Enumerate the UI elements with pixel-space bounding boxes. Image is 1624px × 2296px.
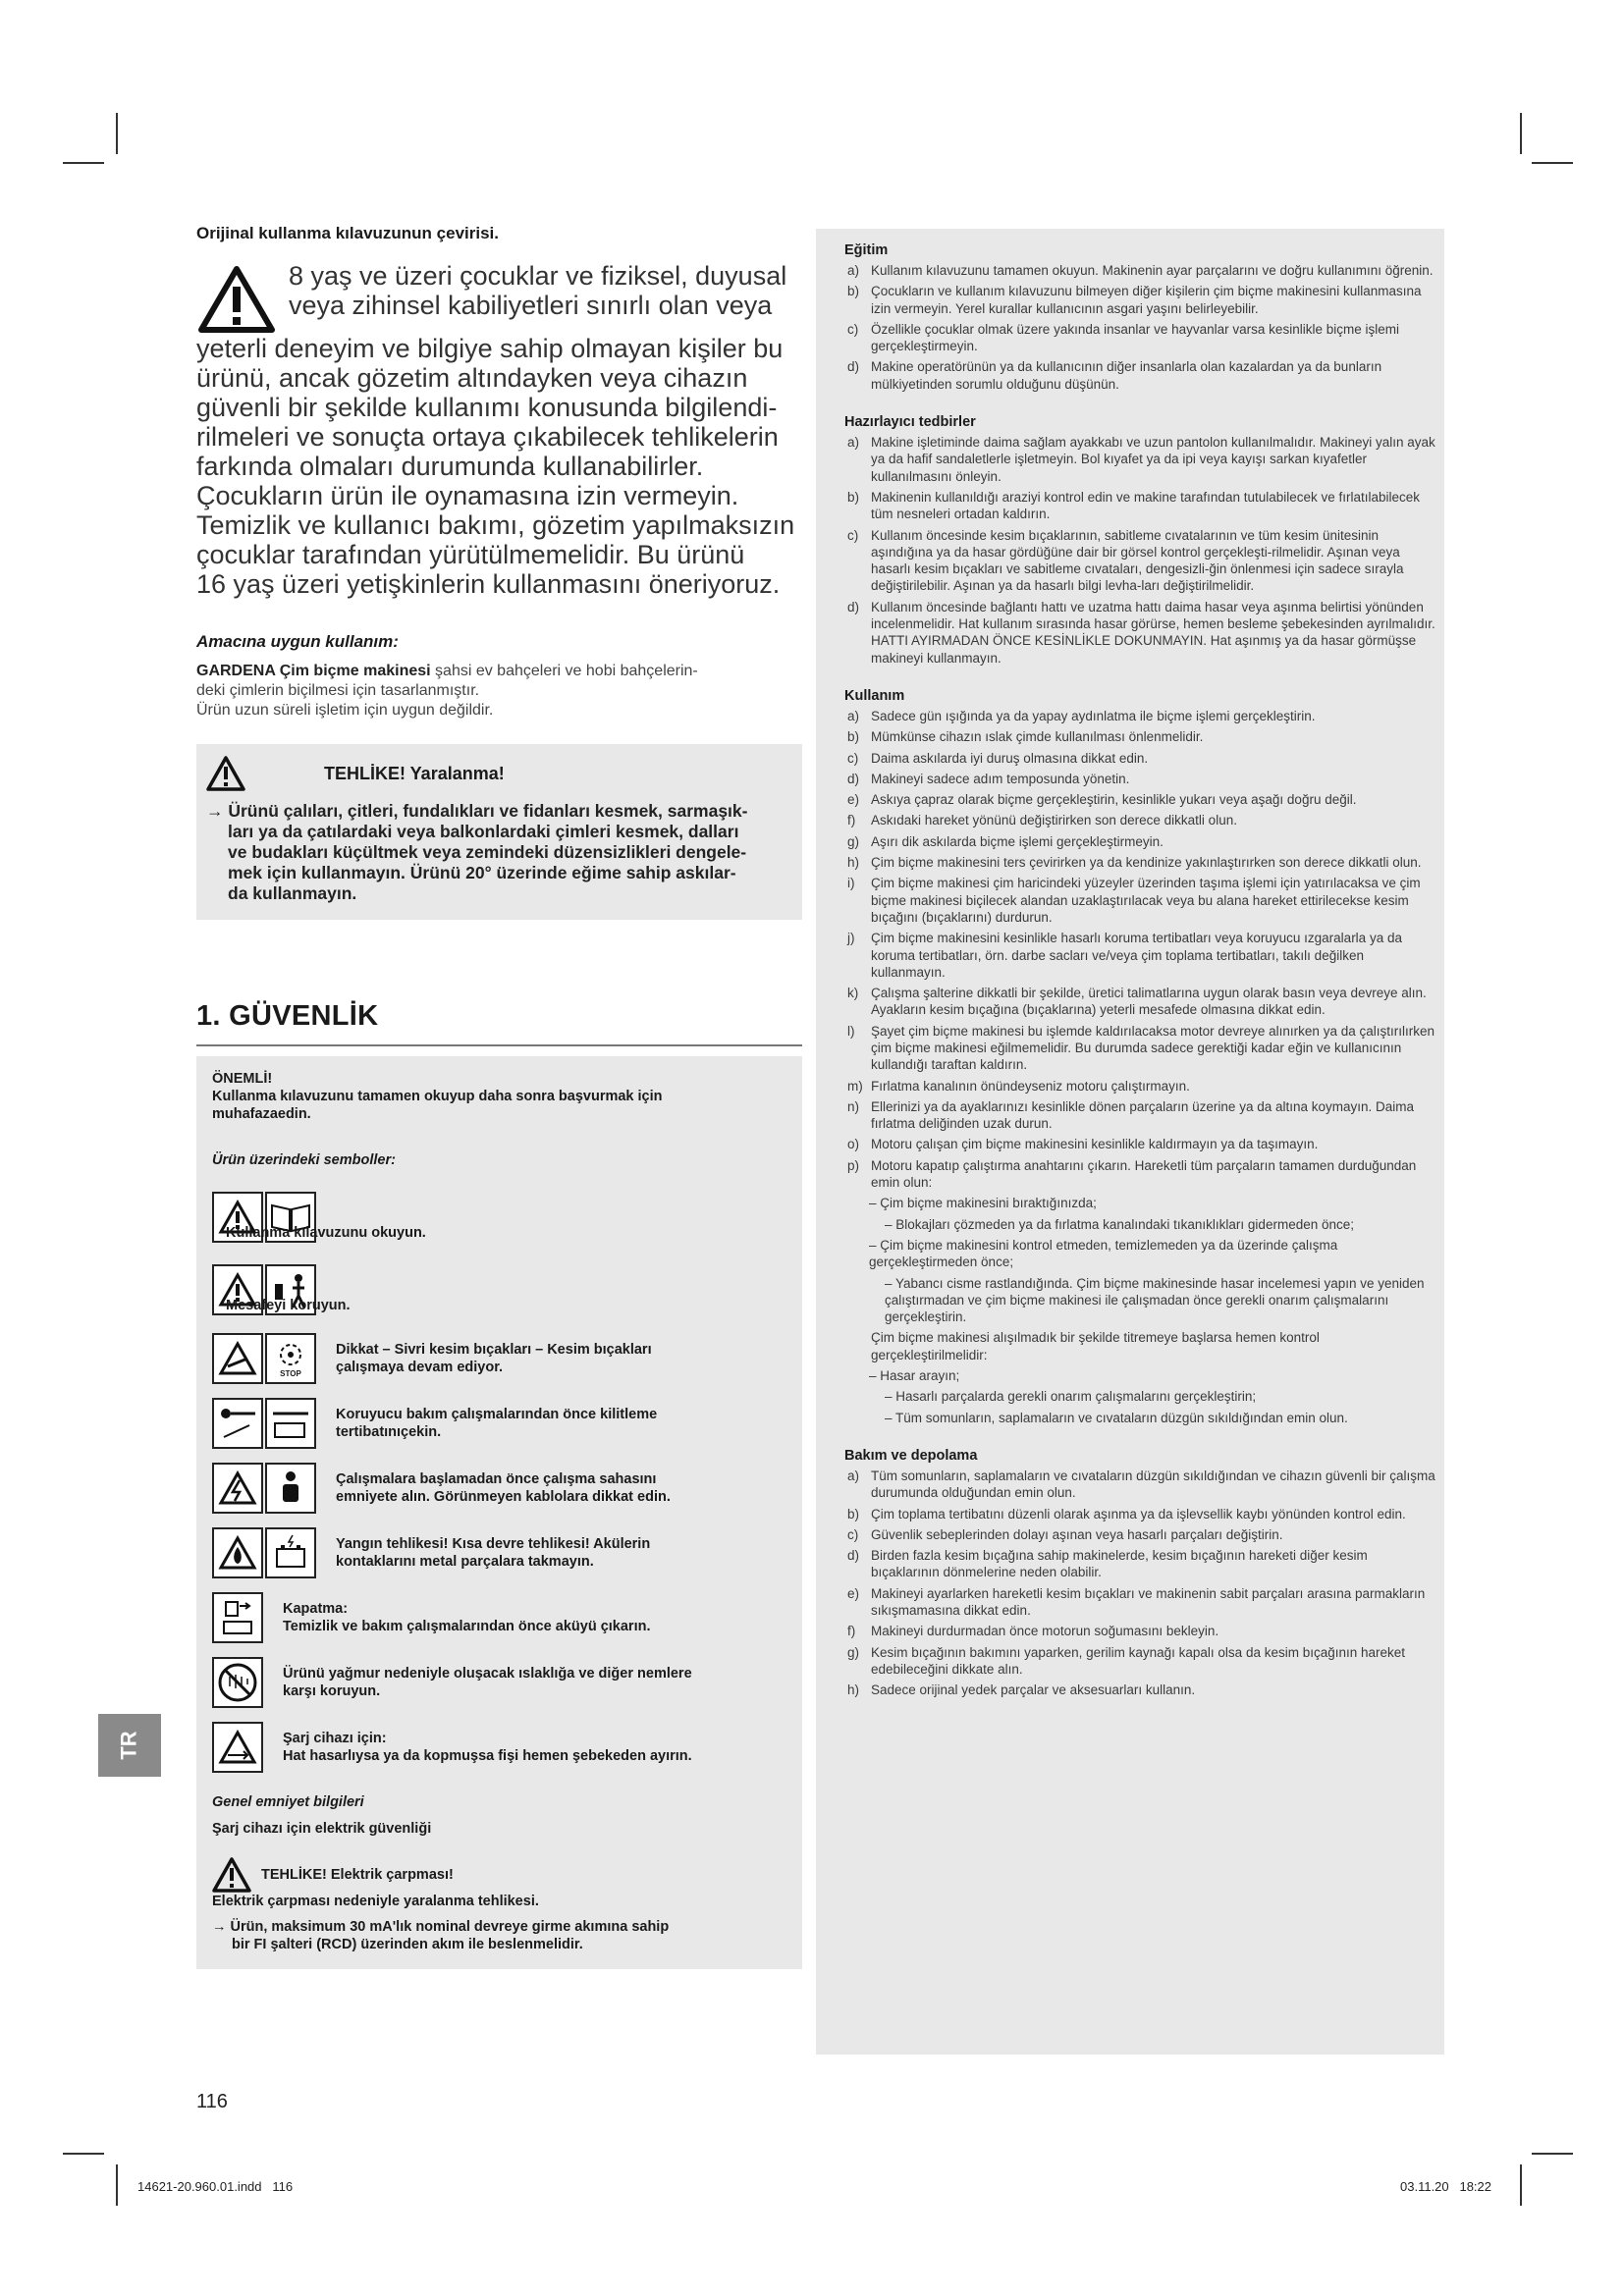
charger-warning-icon bbox=[212, 1722, 263, 1773]
warning-icon bbox=[206, 756, 245, 791]
danger-header bbox=[206, 756, 786, 791]
key-removal-icon bbox=[212, 1398, 263, 1449]
symbol-text-line: tertibatınıçekin. bbox=[336, 1424, 442, 1440]
list-item bbox=[847, 875, 1436, 926]
crop-mark bbox=[63, 162, 104, 164]
symbol-text bbox=[336, 1535, 650, 1571]
warning-line: güvenli bir şekilde kullanımı konusunda bilgilendi- bbox=[196, 393, 778, 422]
intended-use-heading: Amacına uygun kullanım: bbox=[196, 632, 399, 651]
danger-text bbox=[206, 801, 786, 904]
list-item-label: c) bbox=[847, 1526, 859, 1542]
list-item-label: c) bbox=[847, 750, 859, 766]
list-item-text: Çalışma şalterine dikkatli bir şekilde, üretici talimatlarına uygun olarak basın veya devreye alın. Ayakların kesim bıçağına (bıçaklarına) yeterli mesafede olmasına dikkat edin. bbox=[871, 986, 1427, 1018]
list-item bbox=[847, 262, 1436, 279]
no-rain-icon bbox=[212, 1657, 263, 1708]
symbol-text: Kullanma kılavuzunu okuyun. bbox=[226, 1225, 426, 1241]
list-item-label: d) bbox=[847, 771, 860, 786]
list-item-label: k) bbox=[847, 986, 859, 1001]
list-item bbox=[847, 434, 1436, 485]
list-item-text: Özellikle çocuklar olmak üzere yakında insanlar ve hayvanlar varsa kesinlikle biçme işlemi gerçekleştirmeyin. bbox=[871, 321, 1399, 354]
general-safety-heading: Genel emniyet bilgileri bbox=[212, 1794, 364, 1810]
list-item bbox=[847, 283, 1436, 317]
list-item bbox=[847, 489, 1436, 523]
symbol-row bbox=[212, 1398, 786, 1449]
usage-sublist bbox=[847, 1195, 1436, 1426]
list-item-text: Makineyi ayarlarken hareketli kesim bıçakları ve makinenin sabit parçaları arasına parmakların sıkışmamasına dikkat edin. bbox=[871, 1585, 1426, 1618]
list-item-text: Çim biçme makinesini ters çevirirken ya da kendinize yakınlaştırırken son derece dikkatli olun. bbox=[871, 855, 1422, 871]
crop-mark bbox=[1532, 162, 1573, 164]
important-text: Kullanma kılavuzunu tamamen okuyup daha sonra başvurmak için bbox=[212, 1089, 663, 1104]
list-item-label: d) bbox=[847, 359, 860, 375]
list-item-label: a) bbox=[847, 708, 860, 723]
warning-icon bbox=[212, 1857, 251, 1893]
maintenance-list bbox=[847, 1468, 1436, 1699]
symbol-row bbox=[212, 1188, 786, 1247]
page-number: 116 bbox=[196, 2091, 228, 2112]
list-item-text: Motoru kapatıp çalıştırma anahtarını çıkarın. Hareketli tüm parçaların tamamen durduğundan emin olun: bbox=[871, 1157, 1417, 1191]
list-item-label: n) bbox=[847, 1098, 860, 1114]
list-item-label: a) bbox=[847, 435, 860, 451]
list-item: – Hasarlı parçalarda gerekli onarım çalışmalarını gerçekleştirin; bbox=[885, 1389, 1257, 1405]
battery-removal-icon bbox=[212, 1592, 263, 1643]
list-item bbox=[847, 833, 1436, 850]
maintenance-icon bbox=[265, 1398, 316, 1449]
crop-mark bbox=[1520, 2164, 1522, 2206]
symbol-row bbox=[212, 1463, 786, 1514]
list-item-text: Birden fazla kesim bıçağına sahip makinelerde, kesim bıçağının hareketi diğer kesim bıçaklarının dönmelerine neden olabilir. bbox=[871, 1548, 1368, 1580]
intended-use-line: Ürün uzun süreli işletim için uygun değildir. bbox=[196, 702, 494, 719]
list-item-text: Makineyi durdurmadan önce motorun soğumasını bekleyin. bbox=[871, 1624, 1219, 1639]
usage-list bbox=[847, 708, 1436, 1191]
list-item-label: b) bbox=[847, 489, 860, 505]
list-item-text: Sadece gün ışığında ya da yapay aydınlatma ile biçme işlemi gerçekleştirin. bbox=[871, 708, 1316, 723]
symbols-heading: Ürün üzerindeki semboller: bbox=[212, 1152, 396, 1168]
list-item bbox=[847, 1585, 1436, 1620]
symbol-text-line: Dikkat – Sivri kesim bıçakları – Kesim bıçakları bbox=[336, 1342, 652, 1358]
list-item-text: Kullanım öncesinde kesim bıçaklarının, sabitleme cıvatalarının ve tüm kesim ünitesinin aşındığına ya da hasar gördüğüne dair bir görsel kontrol gerçekleşti-rilmelidir. Aşınan veya hasarlı kesim bıçakları ve sabitleme cıvataları, dengesizli-ğin önlenmesi için sadece sırayla değiştirilebilir. Aşınan ya da hasarlı bilgi levha-ları değiştirilmelidir. bbox=[871, 527, 1404, 594]
page-subtitle: Orijinal kullanma kılavuzunun çevirisi. bbox=[196, 224, 499, 242]
list-item-label: b) bbox=[847, 1506, 860, 1522]
warning-line: Temizlik ve kullanıcı bakımı, gözetim yapılmaksızın bbox=[196, 510, 795, 540]
crop-mark bbox=[116, 2164, 118, 2206]
list-item-text: Çim biçme makinesi çim haricindeki yüzeyler üzerinden taşıma işlemi için yatırılacaksa ve çim biçme makinesi biçilecek alandan uzaklaştırılacak veya bu alana hareket ettirilecekse kesim bıçağını (bıçaklarını) durdurun. bbox=[871, 876, 1421, 925]
list-item-text: Kullanım kılavuzunu tamamen okuyun. Makinenin ayar parçalarını ve doğru kullanımını öğrenin. bbox=[871, 263, 1434, 278]
list-item-text: Mümkünse cihazın ıslak çimde kullanılması önlenmelidir. bbox=[871, 729, 1204, 745]
list-item bbox=[847, 930, 1436, 981]
footer-file-info: 14621-20.960.01.indd 116 bbox=[137, 2179, 294, 2194]
electric-danger-header bbox=[212, 1857, 786, 1893]
list-item-label: c) bbox=[847, 321, 859, 337]
warning-icon bbox=[198, 265, 275, 334]
list-item bbox=[847, 527, 1436, 595]
warning-line: ürünü, ancak gözetim altındayken veya cihazın bbox=[196, 363, 748, 393]
warning-line: farkında olmaları durumunda kullanabilirler. bbox=[196, 452, 704, 481]
list-item bbox=[847, 728, 1436, 745]
section-title: 1. GÜVENLİK bbox=[196, 1000, 802, 1046]
children-warning bbox=[196, 261, 802, 599]
usage-heading: Kullanım bbox=[844, 687, 905, 704]
crop-mark bbox=[63, 2153, 104, 2155]
worker-icon bbox=[265, 1463, 316, 1514]
brand-name: GARDENA Çim biçme makinesi bbox=[196, 663, 431, 679]
list-item-text: Makinenin kullanıldığı araziyi kontrol edin ve makine tarafından tutulabilecek ve fırlatılabilecek tüm nesneleri ortadan kaldırın. bbox=[871, 489, 1421, 522]
intended-use-line: deki çimlerin biçilmesi için tasarlanmıştır. bbox=[196, 682, 480, 699]
list-item bbox=[847, 812, 1436, 828]
warning-line: 16 yaş üzeri yetişkinlerin kullanmasını öneriyoruz. bbox=[196, 569, 781, 599]
symbol-row bbox=[212, 1592, 786, 1643]
list-item-text: Motoru çalışan çim biçme makinesini kesinlikle kaldırmayın ya da taşımayın. bbox=[871, 1137, 1319, 1152]
list-item-text: Çocukların ve kullanım kılavuzunu bilmeyen diğer kişilerin çim biçme makinesini kullanmasına izin vermeyin. Yerel kurallar kullanıcının asgari yaşını belirleyebilir. bbox=[871, 284, 1422, 316]
list-item bbox=[847, 750, 1436, 767]
electric-instruction: → Ürün, maksimum 30 mA'lık nominal devreye girme akımına sahip bbox=[212, 1919, 670, 1935]
symbol-text: Mesafeyi koruyun. bbox=[226, 1298, 351, 1313]
list-item: – Yabancı cisme rastlandığında. Çim biçme makinesinde hasar incelemesi yapın ve yeniden çalıştırmadan ve çim biçme makinesi ile çalışmadan önce gerekli onarım çalışmalarını gerçekleştirin. bbox=[885, 1275, 1425, 1325]
list-item-text: Çim biçme makinesini kesinlikle hasarlı koruma tertibatları veya koruyucu ızgaralarla ya da koruma tertibatları, örn. darbe sacları ve/veya çim toplama tertibatları, takılı değilken kullanmayın. bbox=[871, 931, 1402, 980]
electric-safety-heading: Şarj cihazı için elektrik güvenliği bbox=[212, 1821, 432, 1837]
list-item-label: f) bbox=[847, 1624, 856, 1639]
electric-warning-icon bbox=[212, 1463, 263, 1514]
safety-box bbox=[196, 1056, 802, 1969]
list-item-label: h) bbox=[847, 855, 860, 871]
symbol-text-line: Şarj cihazı için: bbox=[283, 1731, 387, 1746]
list-item bbox=[847, 1098, 1436, 1133]
list-item-text: Askıya çapraz olarak biçme gerçekleştirin, kesinlikle yukarı veya aşağı doğru değil. bbox=[871, 792, 1357, 808]
list-item bbox=[847, 1506, 1436, 1522]
symbol-text-line: çalışmaya devam ediyor. bbox=[336, 1360, 504, 1375]
list-item-label: f) bbox=[847, 813, 856, 828]
list-item-label: e) bbox=[847, 792, 860, 808]
list-item-label: l) bbox=[847, 1023, 855, 1039]
list-item-text: Kesim bıçağının bakımını yaparken, gerilim kaynağı kapalı olsa da kesim bıçağının hareket edebileceğini dikkate alın. bbox=[871, 1644, 1406, 1677]
list-item bbox=[847, 1547, 1436, 1581]
list-item bbox=[847, 854, 1436, 871]
list-item-text: Sadece orijinal yedek parçalar ve aksesuarları kullanın. bbox=[871, 1682, 1196, 1698]
list-item-label: d) bbox=[847, 599, 860, 614]
symbol-row bbox=[212, 1722, 786, 1773]
symbol-text-line: Kapatma: bbox=[283, 1601, 349, 1617]
symbol-text-line: Temizlik ve bakım çalışmalarından önce aküyü çıkarın. bbox=[283, 1619, 651, 1634]
warning-line: veya zihinsel kabiliyetleri sınırlı olan veya bbox=[289, 291, 773, 320]
list-item: – Blokajları çözmeden ya da fırlatma kanalındaki tıkanıklıkları gidermeden önce; bbox=[885, 1216, 1354, 1232]
symbol-text bbox=[336, 1341, 652, 1376]
danger-line: mek için kullanmayın. Ürünü 20° üzerinde eğime sahip askılar- bbox=[228, 863, 736, 882]
list-item-label: d) bbox=[847, 1548, 860, 1564]
list-item-label: a) bbox=[847, 263, 860, 278]
list-item-label: a) bbox=[847, 1468, 860, 1483]
warning-line: Çocukların ürün ile oynamasına izin vermeyin. bbox=[196, 481, 739, 510]
warning-line: yeterli deneyim ve bilgiye sahip olmayan kişiler bu bbox=[196, 334, 784, 363]
list-item-text: Çim toplama tertibatını düzenli olarak aşınma ya da işlevsellik kaybı yönünden kontrol edin. bbox=[871, 1506, 1406, 1522]
list-item-label: b) bbox=[847, 729, 860, 745]
list-item bbox=[847, 985, 1436, 1019]
symbol-text bbox=[283, 1600, 650, 1635]
symbol-text-line: Yangın tehlikesi! Kısa devre tehlikesi! Akülerin bbox=[336, 1536, 651, 1552]
footer-date: 03.11.20 18:22 bbox=[1400, 2179, 1492, 2194]
list-item-label: p) bbox=[847, 1157, 860, 1173]
list-item-text: Aşırı dik askılarda biçme işlemi gerçekleştirmeyin. bbox=[871, 833, 1164, 849]
danger-line: ve budakları küçültmek veya zemindeki düzensizlikleri dengele- bbox=[228, 842, 747, 862]
symbol-row bbox=[212, 1527, 786, 1578]
warning-icon bbox=[212, 1333, 263, 1384]
symbol-text-line: karşı koruyun. bbox=[283, 1683, 381, 1699]
warning-line: çocuklar tarafından yürütülmemelidir. Bu ürünü bbox=[196, 540, 745, 569]
symbol-row bbox=[212, 1260, 786, 1319]
list-item-text: Şayet çim biçme makinesi bu işlemde kaldırılacaksa motor devreye alınırken ya da çalıştırılırken çim biçme makinesi eğilmemelidir. Bu durumda sadece gerektiği kadar eğin ve kullanıcının kullandığı taraftan kaldırın. bbox=[871, 1023, 1435, 1073]
important-text: muhafazaedin. bbox=[212, 1106, 311, 1122]
list-item: – Hasar arayın; bbox=[869, 1368, 960, 1384]
important-title: ÖNEMLİ! bbox=[212, 1071, 273, 1087]
list-item bbox=[847, 321, 1436, 355]
list-item-text: Ellerinizi ya da ayaklarınızı kesinlikle dönen parçaların üzerine ya da altına koymayın. Daima fırlatma deliğinden uzak durun. bbox=[871, 1098, 1415, 1132]
danger-line: da kullanmayın. bbox=[228, 883, 357, 903]
list-item bbox=[847, 1023, 1436, 1074]
list-item bbox=[847, 1136, 1436, 1152]
symbol-text-line: Çalışmalara başlamadan önce çalışma sahasını bbox=[336, 1471, 657, 1487]
training-heading: Eğitim bbox=[844, 242, 889, 258]
list-item-text: Makineyi sadece adım temposunda yönetin. bbox=[871, 771, 1130, 786]
list-item-label: b) bbox=[847, 284, 860, 299]
preparation-list bbox=[847, 434, 1436, 667]
symbol-text bbox=[283, 1665, 692, 1700]
list-item bbox=[847, 1157, 1436, 1192]
symbol-text-line: kontaklarını metal parçalara takmayın. bbox=[336, 1554, 594, 1570]
list-item bbox=[847, 599, 1436, 667]
list-item-label: g) bbox=[847, 1644, 860, 1660]
list-item: – Tüm somunların, saplamaların ve cıvataların düzgün sıkıldığından emin olun. bbox=[885, 1410, 1348, 1425]
list-item bbox=[847, 1078, 1436, 1095]
battery-icon bbox=[265, 1527, 316, 1578]
language-tab-label: TR bbox=[116, 1731, 141, 1760]
list-item: – Çim biçme makinesini bıraktığınızda; bbox=[869, 1196, 1097, 1211]
warning-line: 8 yaş ve üzeri çocuklar ve fiziksel, duyusal bbox=[289, 261, 787, 291]
stop-label: STOP bbox=[280, 1368, 301, 1378]
list-item bbox=[847, 1682, 1436, 1698]
electric-instruction: bir FI şalteri (RCD) üzerinden akım ile beslenmelidir. bbox=[232, 1937, 583, 1952]
list-item-text: Tüm somunların, saplamaların ve cıvataların düzgün sıkıldığından ve cihazın güvenli bir çalışma durumunda olduğundan emin olun. bbox=[871, 1468, 1435, 1501]
symbol-text-line: Ürünü yağmur nedeniyle oluşacak ıslaklığa ve diğer nemlere bbox=[283, 1666, 692, 1682]
warning-line: rilmeleri ve sonuçta ortaya çıkabilecek tehlikelerin bbox=[196, 422, 779, 452]
symbol-text-line: Koruyucu bakım çalışmalarından önce kilitleme bbox=[336, 1407, 658, 1422]
list-item: – Çim biçme makinesini kontrol etmeden, temizlemeden ya da üzerinde çalışma gerçekleştirmeden önce; bbox=[869, 1237, 1338, 1270]
list-item-label: j) bbox=[847, 931, 855, 946]
list-item-label: h) bbox=[847, 1682, 860, 1698]
danger-title: TEHLİKE! Yaralanma! bbox=[324, 763, 505, 783]
list-item-text: Makine işletiminde daima sağlam ayakkabı ve uzun pantolon kullanılmalıdır. Makineyi yalın ayak ya da hafif sandaletlerle işletmeyin. Bol kıyafet ya da ipi veya kayışı sarkan kıyafetler kullanılmasını önleyin. bbox=[871, 435, 1435, 484]
symbol-row bbox=[212, 1657, 786, 1708]
list-item bbox=[847, 1623, 1436, 1639]
list-item: Çim biçme makinesi alışılmadık bir şekilde titremeye başlarsa hemen kontrol gerçekleştirilmelidir: bbox=[871, 1330, 1320, 1362]
list-item-label: c) bbox=[847, 527, 859, 543]
electric-danger-title: TEHLİKE! Elektrik çarpması! bbox=[261, 1867, 454, 1883]
danger-line: → Ürünü çalıları, çitleri, fundalıkları ve fidanları kesmek, sarmaşık- bbox=[206, 801, 748, 821]
language-tab bbox=[98, 1714, 161, 1777]
list-item bbox=[847, 1526, 1436, 1543]
list-item-text: Kullanım öncesinde bağlantı hattı ve uzatma hattı daima hasar veya aşınma belirtisi yönünden incelenmelidir. Hat kullanım sırasında hasar görürse, hemen besleme şebekesinden ayrılmalıdır. HATTI AYIRMADAN ÖNCE KESİNLİKLE DOKUNMAYIN. Hat aşınmış ya da hasar görmüşse makineyi kullanmayın. bbox=[871, 599, 1435, 666]
symbol-text-line: Hat hasarlıysa ya da kopmuşsa fişi hemen şebekeden ayırın. bbox=[283, 1748, 692, 1764]
list-item bbox=[847, 708, 1436, 724]
list-item-text: Güvenlik sebeplerinden dolayı aşınan veya hasarlı parçaları değiştirin. bbox=[871, 1526, 1283, 1542]
crop-mark bbox=[1532, 2153, 1573, 2155]
blade-stop-icon bbox=[265, 1333, 316, 1384]
intended-use-text bbox=[196, 662, 802, 681]
electric-danger-sub: Elektrik çarpması nedeniyle yaralanma tehlikesi. bbox=[212, 1894, 539, 1909]
symbol-text bbox=[283, 1730, 692, 1765]
injury-danger-box bbox=[196, 744, 802, 920]
fire-warning-icon bbox=[212, 1527, 263, 1578]
list-item-text: Askıdaki hareket yönünü değiştirirken son derece dikkatli olun. bbox=[871, 813, 1237, 828]
symbol-text bbox=[336, 1470, 671, 1506]
crop-mark bbox=[1520, 113, 1522, 154]
right-column bbox=[816, 229, 1444, 2055]
list-item-text: Fırlatma kanalının önündeyseniz motoru çalıştırmayın. bbox=[871, 1078, 1190, 1094]
symbol-text-line: emniyete alın. Görünmeyen kablolara dikkat edin. bbox=[336, 1489, 671, 1505]
list-item-label: o) bbox=[847, 1137, 860, 1152]
intended-use-line: şahsi ev bahçeleri ve hobi bahçelerin- bbox=[430, 663, 698, 679]
danger-line: ları ya da çatılardaki veya balkonlardaki çimleri kesmek, dalları bbox=[228, 822, 739, 841]
list-item-text: Daima askılarda iyi duruş olmasına dikkat edin. bbox=[871, 750, 1149, 766]
list-item bbox=[847, 358, 1436, 393]
list-item bbox=[847, 1468, 1436, 1502]
list-item bbox=[847, 1644, 1436, 1679]
preparation-heading: Hazırlayıcı tedbirler bbox=[844, 414, 976, 431]
list-item bbox=[847, 791, 1436, 808]
list-item-text: Makine operatörünün ya da kullanıcının diğer insanlarla olan kazalardan ya da bunların mülkiyetinden sorumlu olduğunu düşünün. bbox=[871, 359, 1382, 392]
list-item-label: m) bbox=[847, 1078, 863, 1094]
crop-mark bbox=[116, 113, 118, 154]
symbol-row bbox=[212, 1333, 786, 1384]
list-item-label: g) bbox=[847, 833, 860, 849]
training-list bbox=[847, 262, 1436, 393]
list-item-label: i) bbox=[847, 876, 855, 891]
symbol-text bbox=[336, 1406, 657, 1441]
maintenance-heading: Bakım ve depolama bbox=[844, 1447, 978, 1464]
left-column bbox=[196, 224, 802, 1969]
list-item-label: e) bbox=[847, 1585, 860, 1601]
list-item bbox=[847, 771, 1436, 787]
